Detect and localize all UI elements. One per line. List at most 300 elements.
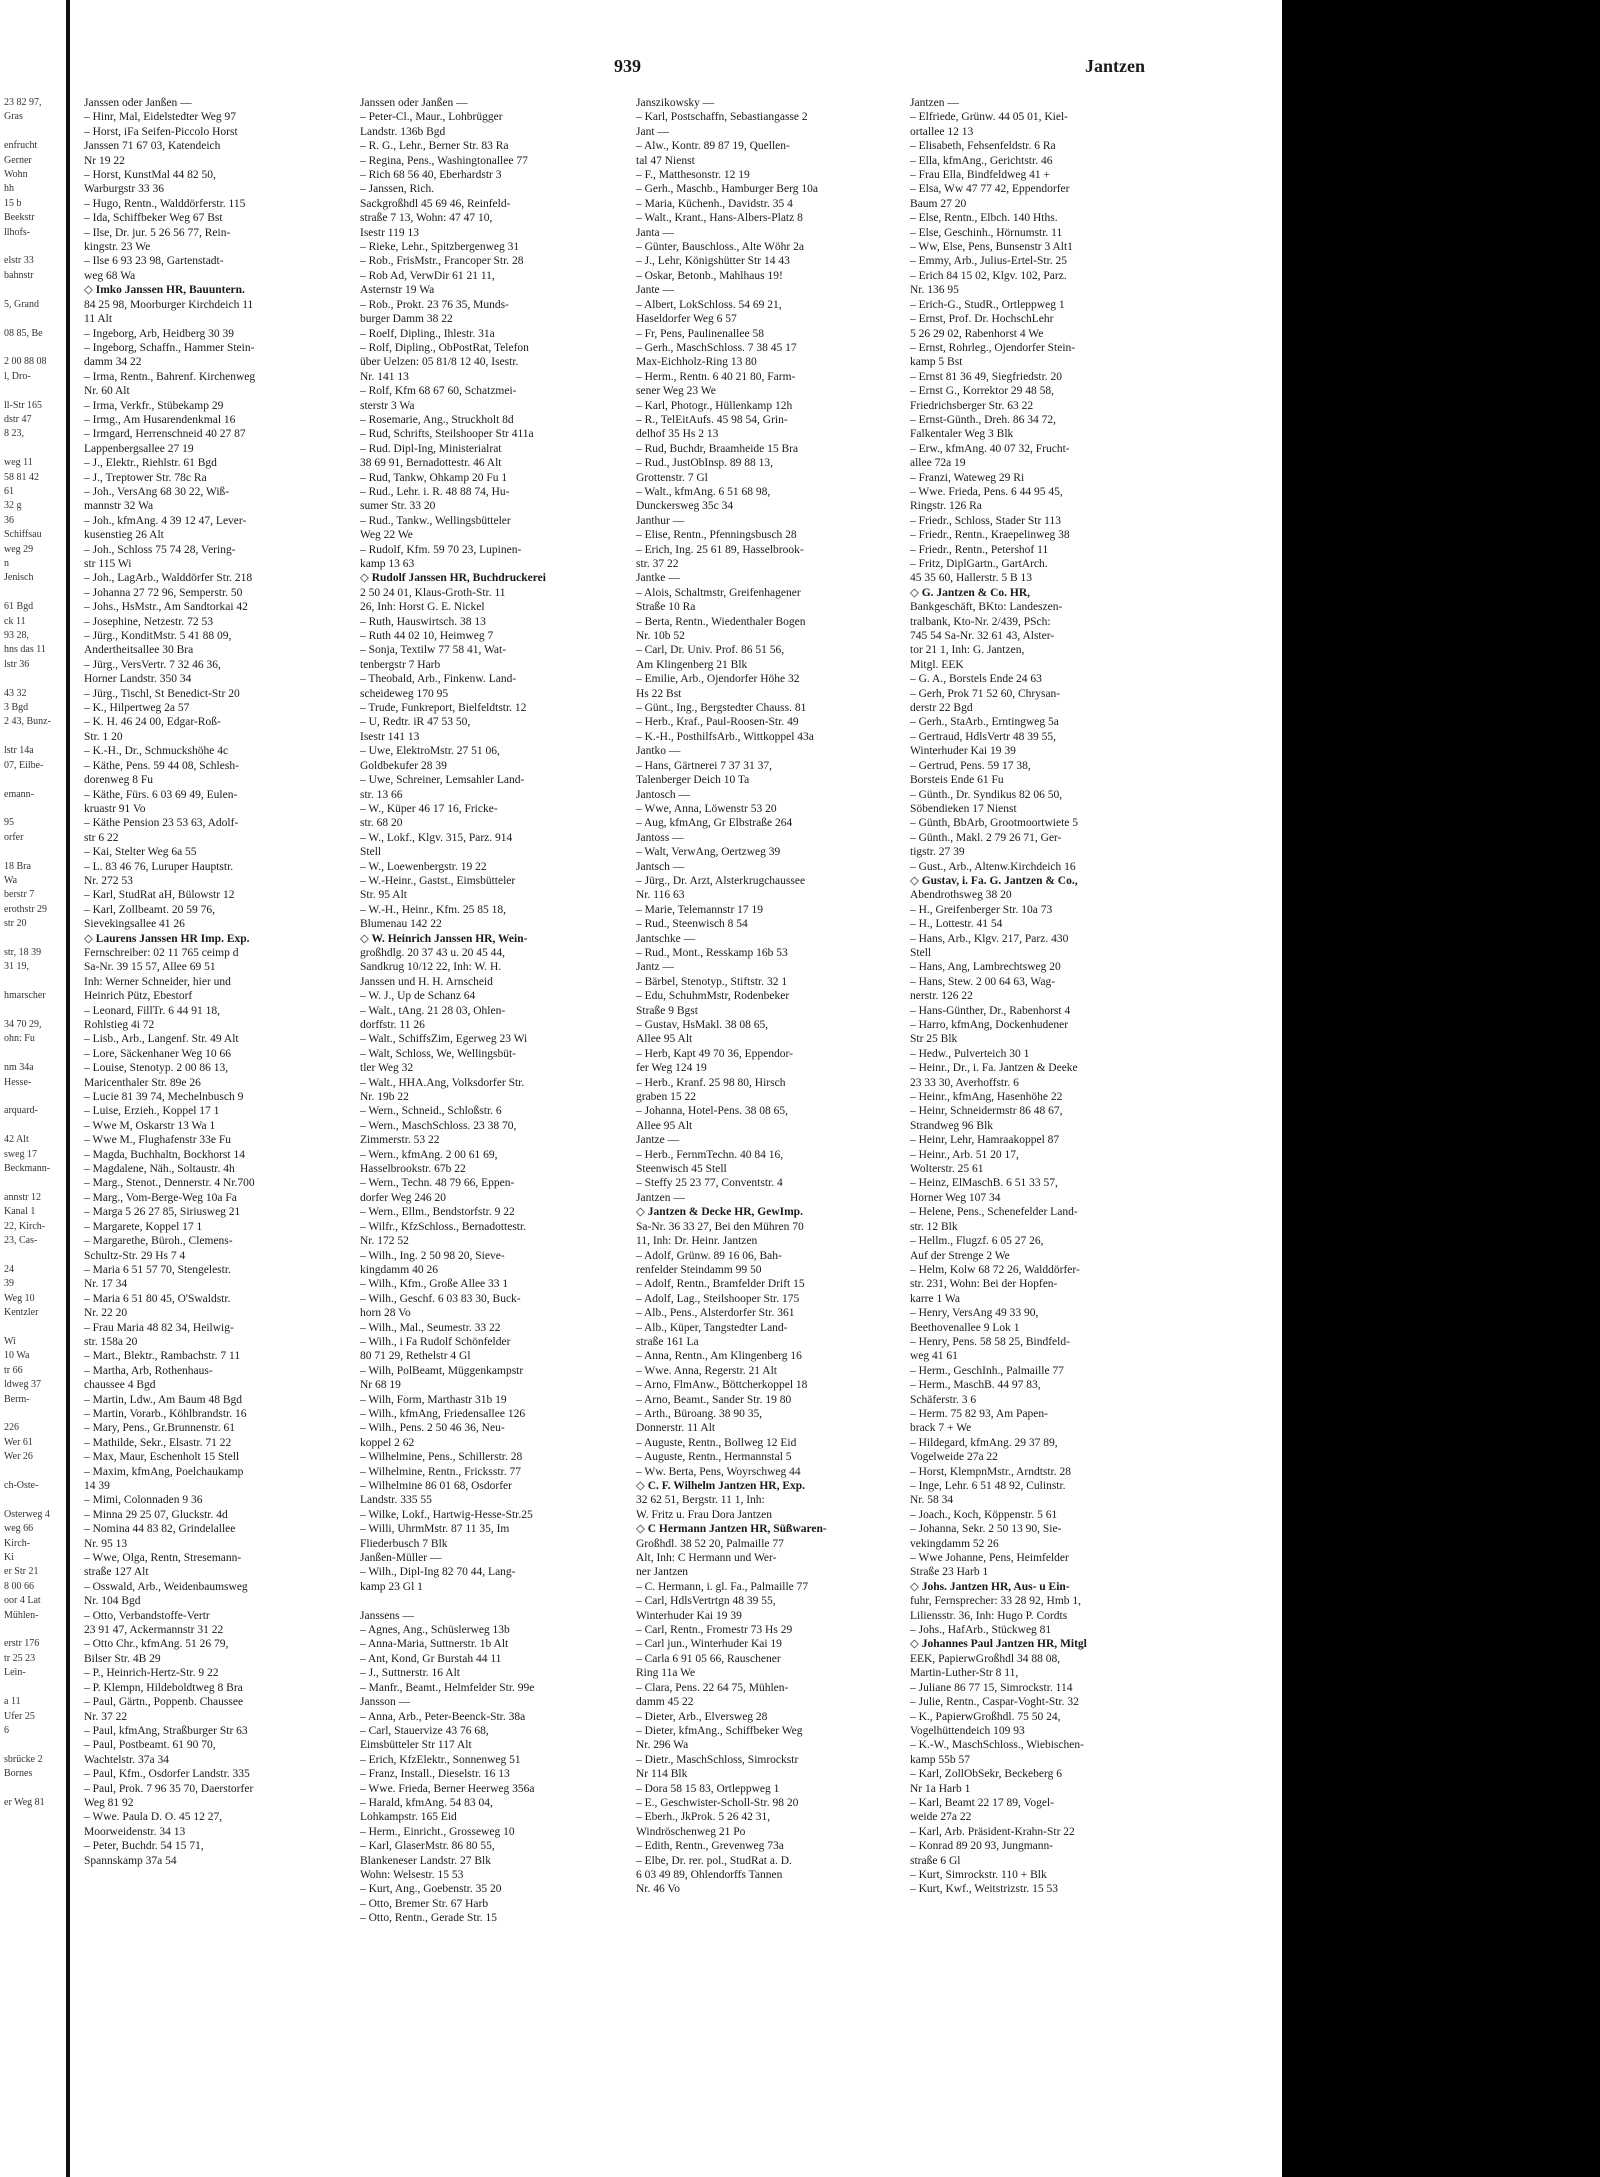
directory-entry: Stell [360, 846, 382, 859]
directory-entry: – Konrad 89 20 93, Jungmann- [910, 1840, 1054, 1853]
directory-entry: – Hans-Günther, Dr., Rabenhorst 4 [910, 1004, 1071, 1017]
directory-entry: – Anna, Arb., Peter-Beenck-Str. 38a [360, 1710, 526, 1723]
stub-line [4, 240, 62, 254]
directory-entry: Nr. 22 20 [84, 1307, 128, 1320]
directory-entry: Eimsbütteler Str 117 Alt [360, 1739, 472, 1752]
stub-line: 2 43, Bunz- [4, 716, 51, 728]
directory-entry: Nr. 296 Wa [636, 1739, 689, 1752]
directory-entry: dorfer Weg 246 20 [360, 1191, 447, 1204]
directory-entry: – Karl, Postschaffn, Sebastiangasse 2 [636, 111, 808, 124]
directory-entry: – Carl, Rentn., Fromestr 73 Hs 29 [636, 1624, 793, 1637]
directory-entry: Rohlstieg 4i 72 [84, 1019, 155, 1031]
directory-entry: 5 26 29 02, Rabenhorst 4 We [910, 327, 1044, 340]
directory-entry: kamp 13 63 [360, 558, 415, 570]
directory-entry: – Joh., kfmAng. 4 39 12 47, Lever- [84, 514, 247, 527]
directory-entry [360, 1594, 628, 1608]
directory-entry: – Rud., JustObInsp. 89 88 13, [636, 457, 774, 470]
directory-entry: – Albert, LokSchloss. 54 69 21, [636, 298, 782, 311]
directory-entry: – Louise, Stenotyp. 2 00 86 13, [84, 1062, 229, 1075]
stub-line [4, 442, 62, 456]
directory-entry: Goldbekufer 28 39 [360, 759, 447, 772]
stub-line [4, 1321, 62, 1335]
directory-entry: – Else, Geschinh., Hörnumstr. 11 [910, 226, 1063, 239]
directory-entry: 11, Inh: Dr. Heinr. Jantzen [636, 1235, 758, 1248]
directory-entry: – Wern., Techn. 48 79 66, Eppen- [360, 1177, 515, 1190]
stub-line: tr 66 [4, 1364, 23, 1376]
directory-entry: Jantsch — [636, 860, 685, 873]
directory-entry: – Herb., FernmTechn. 40 84 16, [636, 1148, 784, 1161]
directory-entry: – Hinr, Mal, Eidelstedter Weg 97 [84, 111, 237, 124]
directory-entry: Nr. 60 Alt [84, 385, 130, 398]
directory-entry: Hasselbrookstr. 67b 22 [360, 1163, 466, 1176]
stub-line: 07, Eilbe- [4, 759, 44, 771]
directory-entry: – Kurt, Ang., Goebenstr. 35 20 [360, 1883, 502, 1896]
directory-entry: – Wilke, Lokf., Hartwig-Hesse-Str.25 [360, 1508, 533, 1521]
directory-entry: – Ernst, Prof. Dr. HochschLehr [910, 313, 1054, 326]
stub-line: ch-Oste- [4, 1480, 39, 1491]
stub-line: Wer 26 [4, 1451, 33, 1463]
directory-entry: damm 45 22 [636, 1696, 694, 1709]
stub-line [4, 341, 62, 355]
directory-entry: horn 28 Vo [360, 1307, 411, 1320]
directory-entry: – Rud, Buchdr, Braamheide 15 Bra [636, 442, 799, 455]
directory-entry: – Friedr., Rentn., Petershof 11 [910, 543, 1049, 556]
directory-entry: Max-Eichholz-Ring 13 80 [636, 356, 757, 369]
directory-entry: – Clara, Pens. 22 64 75, Mühlen- [636, 1681, 789, 1694]
directory-entry: – Osswald, Arb., Weidenbaumsweg [84, 1580, 248, 1593]
stub-line: Lein- [4, 1667, 26, 1679]
directory-entry: – Karl, ZollObSekr, Beckeberg 6 [910, 1768, 1062, 1781]
directory-entry: – Günth., Dr. Syndikus 82 06 50, [910, 788, 1063, 801]
stub-line: hh [4, 183, 14, 195]
directory-entry: – Gertrud, Pens. 59 17 38, [910, 759, 1031, 772]
directory-entry: – Hildegard, kfmAng. 29 37 89, [910, 1436, 1058, 1449]
stub-line: Wohn [4, 169, 28, 181]
directory-entry: – Gerh., Maschb., Hamburger Berg 10a [636, 183, 818, 196]
directory-entry: – Wern., Ellm., Bendstorfstr. 9 22 [360, 1206, 515, 1219]
directory-entry: Andertheitsallee 30 Bra [84, 644, 194, 657]
directory-entry: – U, Redtr. iR 47 53 50, [360, 716, 471, 729]
directory-entry: ◇ Johannes Paul Jantzen HR, Mitgl [910, 1638, 1087, 1651]
directory-entry: – Manfr., Beamt., Helmfelder Str. 99e [360, 1681, 535, 1694]
directory-entry: straße 6 Gl [910, 1854, 961, 1867]
directory-entry: Janssens — [360, 1609, 414, 1622]
directory-entry: Winterhuder Kai 19 39 [636, 1609, 742, 1622]
directory-entry: – Paul, Kfm., Osdorfer Landstr. 335 [84, 1768, 250, 1781]
directory-entry: – Walt., HHA.Ang, Volksdorfer Str. [360, 1076, 525, 1089]
stub-line [4, 1004, 62, 1018]
directory-entry: Liliensstr. 36, Inh: Hugo P. Cordts [910, 1609, 1068, 1622]
stub-line [4, 1176, 62, 1190]
directory-entry: – Dieter, kfmAng., Schiffbeker Weg [636, 1724, 803, 1737]
directory-entry: – Roelf, Dipling., Ihlestr. 31a [360, 327, 495, 340]
directory-entry: – Rich 68 56 40, Eberhardstr 3 [360, 169, 502, 182]
stub-line: 61 [4, 485, 14, 497]
directory-entry: – Rud., Steenwisch 8 54 [636, 918, 748, 931]
stub-line [4, 312, 62, 326]
directory-entry: – Walt, Schloss, We, Wellingsbüt- [360, 1047, 516, 1060]
directory-entry: – Trude, Funkreport, Bielfeldtstr. 12 [360, 702, 527, 715]
directory-entry: Jantz — [636, 961, 675, 974]
directory-entry: – Wilh., Mal., Seumestr. 33 22 [360, 1321, 501, 1334]
directory-entry: Horner Weg 107 34 [910, 1191, 1001, 1204]
directory-entry: Janssen oder Janßen — [84, 97, 192, 109]
directory-entry: – Hellm., Flugzf. 6 05 27 26, [910, 1235, 1044, 1248]
directory-entry: Borsteis Ende 61 Fu [910, 774, 1004, 787]
directory-entry: Beethovenallee 9 Lok 1 [910, 1321, 1020, 1334]
directory-entry: Janthur — [636, 514, 685, 527]
directory-entry: 45 35 60, Hallerstr. 5 B 13 [910, 572, 1033, 585]
previous-page-fragment [4, 96, 62, 1810]
directory-entry: – Lisb., Arb., Langenf. Str. 49 Alt [84, 1033, 239, 1046]
stub-line: Gerner [4, 154, 32, 166]
stub-line: nm 34a [4, 1062, 34, 1074]
directory-entry: – Günth, BbArb, Grootmoortwiete 5 [910, 817, 1079, 830]
directory-entry: – Leonard, FillTr. 6 44 91 18, [84, 1004, 220, 1017]
directory-entry: – Herm., Einricht., Grosseweg 10 [360, 1825, 515, 1838]
directory-entry: – Walt, VerwAng, Oertzweg 39 [636, 846, 781, 859]
directory-entry: Jantoss — [636, 831, 684, 844]
stub-line: a 11 [4, 1696, 21, 1708]
directory-entry: – Wern., kfmAng. 2 00 61 69, [360, 1148, 498, 1161]
directory-entry: ◇ Johs. Jantzen HR, Aus- u Ein- [910, 1580, 1070, 1593]
directory-entry: – Elise, Rentn., Pfenningsbusch 28 [636, 529, 797, 542]
stub-line: lstr 14a [4, 745, 34, 757]
directory-entry: – Gertraud, HdlsVertr 48 39 55, [910, 730, 1056, 743]
directory-entry: – Erich-G., StudR., Ortleppweg 1 [910, 298, 1065, 311]
directory-entry: – Wilhelmine, Pens., Schillerstr. 28 [360, 1451, 523, 1464]
stub-line: weg 11 [4, 457, 33, 469]
directory-entry: – Franzi, Wateweg 29 Ri [910, 471, 1025, 484]
directory-entry: Fliederbusch 7 Blk [360, 1537, 448, 1550]
directory-entry: – Johanna 27 72 96, Semperstr. 50 [84, 586, 243, 599]
directory-entry: – Alw., Kontr. 89 87 19, Quellen- [636, 140, 790, 153]
stub-line: erothstr 29 [4, 903, 48, 915]
stub-line [4, 1119, 62, 1133]
directory-entry: – Uwe, ElektroMstr. 27 51 06, [360, 745, 500, 758]
directory-entry: – C. Hermann, i. gl. Fa., Palmaille 77 [636, 1580, 809, 1593]
directory-entry: tralbank, Kto-Nr. 2/439, PSch: [910, 615, 1051, 628]
directory-entry: 84 25 98, Moorburger Kirchdeich 11 [84, 298, 254, 311]
directory-entry: Heinrich Pütz, Ebestorf [84, 990, 193, 1003]
directory-entry: – Walt., Krant., Hans-Albers-Platz 8 [636, 212, 803, 225]
directory-entry: – Friedr., Rentn., Kraepelinweg 38 [910, 529, 1070, 542]
directory-entry: – Paul, Prok. 7 96 35 70, Daerstorfer [84, 1782, 254, 1795]
directory-entry: 6 03 49 89, Ohlendorffs Tannen [636, 1868, 783, 1881]
directory-entry: – Erich 84 15 02, Klgv. 102, Parz. [910, 269, 1067, 282]
directory-entry: – Herb, Kapt 49 70 36, Eppendor- [636, 1047, 793, 1060]
stub-line: 2 00 88 08 [4, 356, 47, 368]
directory-entry: str. 37 22 [636, 558, 679, 570]
directory-entry: – Otto, Verbandstoffe-Vertr [84, 1609, 210, 1622]
directory-entry: – Johs., HafArb., Stückweg 81 [910, 1624, 1052, 1637]
directory-entry: – Arno, Beamt., Sander Str. 19 80 [636, 1393, 792, 1406]
stub-line: weg 29 [4, 543, 34, 555]
directory-entry: – Sonja, Textilw 77 58 41, Wat- [360, 644, 507, 657]
directory-entry: kamp 23 Gl 1 [360, 1580, 423, 1593]
directory-entry: – Uwe, Schreiner, Lemsahler Land- [360, 774, 525, 787]
stub-line: Schiffsau [4, 529, 42, 541]
directory-entry: Isestr 119 13 [360, 226, 419, 239]
directory-entry: koppel 2 62 [360, 1436, 415, 1449]
directory-entry: ◇ C. F. Wilhelm Jantzen HR, Exp. [636, 1480, 806, 1492]
directory-entry: – Ida, Schiffbeker Weg 67 Bst [84, 212, 223, 225]
directory-entry: allee 72a 19 [910, 457, 966, 470]
directory-entry: – Kai, Stelter Weg 6a 55 [84, 846, 197, 859]
directory-entry: – Gerh., StaArb., Erntingweg 5a [910, 716, 1059, 729]
directory-entry: Steenwisch 45 Stell [636, 1163, 727, 1176]
directory-entry: – Jürg., Tischl, St Benedict-Str 20 [84, 687, 240, 700]
directory-entry: Nr. 141 13 [360, 370, 409, 383]
directory-entry: – Walt., SchiffsZim, Egerweg 23 Wi [360, 1033, 528, 1046]
directory-entry: derstr 22 Bgd [910, 702, 973, 715]
directory-entry: 14 39 [84, 1480, 110, 1492]
stub-line: 6 [4, 1724, 9, 1736]
directory-entry: Alt, Inh: C Hermann und Wer- [636, 1552, 777, 1565]
stub-line [4, 1465, 62, 1479]
directory-entry: Nr 19 22 [84, 154, 125, 167]
stub-line [4, 1681, 62, 1695]
directory-entry: – Friedr., Schloss, Stader Str 113 [910, 514, 1061, 527]
directory-entry: – K. H. 46 24 00, Edgar-Roß- [84, 716, 221, 729]
stub-line: 15 b [4, 197, 22, 209]
directory-entry: kingdamm 40 26 [360, 1263, 438, 1276]
directory-entry: – Erich, Ing. 25 61 89, Hasselbrook- [636, 543, 804, 556]
stub-line [4, 1493, 62, 1507]
stub-line: 08 85, Be [4, 327, 43, 339]
directory-entry: – Wilh., Pens. 2 50 46 36, Neu- [360, 1422, 505, 1435]
directory-entry: Allee 95 Alt [636, 1119, 693, 1132]
directory-entry: Nr. 95 13 [84, 1537, 128, 1550]
directory-entry: Fernschreiber: 02 11 765 ceimp d [84, 946, 239, 959]
directory-entry: – Gust., Arb., Altenw.Kirchdeich 16 [910, 860, 1076, 873]
directory-entry: – J., Treptower Str. 78c Ra [84, 471, 207, 484]
directory-entry: – Magdalene, Näh., Soltaustr. 4h [84, 1163, 235, 1176]
directory-entry: – Erw., kfmAng. 40 07 32, Frucht- [910, 442, 1070, 455]
directory-entry: – Rud. Dipl-Ing, Ministerialrat [360, 442, 502, 455]
stub-line: l, Dro- [4, 370, 31, 382]
directory-entry: mannstr 32 Wa [84, 500, 154, 513]
directory-entry: – Elisabeth, Fehsenfeldstr. 6 Ra [910, 140, 1056, 153]
stub-line: elstr 33 [4, 255, 34, 267]
directory-entry: – Hedw., Pulverteich 30 1 [910, 1047, 1030, 1060]
directory-entry: Blankeneser Landstr. 27 Blk [360, 1854, 491, 1867]
directory-entry: Sackgroßhdl 45 69 46, Reinfeld- [360, 197, 511, 210]
directory-entry: – Ilse 6 93 23 98, Gartenstadt- [84, 255, 224, 268]
stub-line: Gras [4, 111, 23, 123]
directory-entry: – Wwe, Anna, Löwenstr 53 20 [636, 802, 777, 815]
stub-line: 8 23, [4, 428, 24, 440]
directory-entry: Janta — [636, 226, 675, 239]
directory-entry: Nr. 46 Vo [636, 1883, 680, 1896]
directory-entry: Nr. 19b 22 [360, 1091, 409, 1104]
directory-entry: 2 50 24 01, Klaus-Groth-Str. 11 [360, 586, 506, 599]
directory-entry: – Karl, GlaserMstr. 86 80 55, [360, 1840, 495, 1853]
directory-entry: – Josephine, Netzestr. 72 53 [84, 615, 214, 628]
directory-entry: – Carl, Dr. Univ. Prof. 86 51 56, [636, 644, 785, 657]
directory-entry: – Auguste, Rentn., Hermannstal 5 [636, 1451, 792, 1464]
stub-line: Kirch- [4, 1537, 31, 1549]
directory-entry: Mitgl. EEK [910, 658, 964, 671]
directory-entry: – Joh., LagArb., Walddörfer Str. 218 [84, 572, 253, 585]
directory-entry: – Henry, Pens. 58 58 25, Bindfeld- [910, 1335, 1070, 1348]
directory-entry: – Mimi, Colonnaden 9 36 [84, 1494, 203, 1507]
directory-entry: Jantke — [636, 572, 680, 585]
directory-entry: – Wilh, PolBeamt, Müggenkampstr [360, 1364, 524, 1377]
running-head: Jantzen [1085, 56, 1145, 76]
directory-entry: Grottenstr. 7 Gl [636, 471, 708, 484]
directory-entry: weg 68 Wa [84, 269, 136, 282]
directory-entry: – Heinr, Lehr, Hamraakoppel 87 [910, 1134, 1060, 1147]
directory-entry: – Adolf, Lag., Steilshooper Str. 175 [636, 1292, 800, 1305]
directory-entry: – Karl, Beamt 22 17 89, Vogel- [910, 1796, 1054, 1809]
directory-entry: str. 12 Blk [910, 1220, 958, 1233]
directory-entry: – Käthe Pension 23 53 63, Adolf- [84, 817, 239, 830]
directory-entry: – Peter, Buchdr. 54 15 71, [84, 1840, 204, 1853]
directory-entry: Nr. 17 34 [84, 1278, 128, 1291]
stub-line: hns das 11 [4, 644, 46, 656]
directory-entry: Janßen-Müller — [360, 1552, 442, 1565]
directory-entry: Am Klingenberg 21 Blk [636, 658, 748, 671]
stub-line: 5, Grand [4, 298, 39, 310]
directory-entry: 26, Inh: Horst G. E. Nickel [360, 601, 485, 614]
directory-entry: Nr. 104 Bgd [84, 1595, 141, 1608]
directory-entry: – K., PapierwGroßhdl. 75 50 24, [910, 1710, 1061, 1723]
stub-line: 43 32 [4, 687, 27, 699]
directory-entry: – Wwe. Frieda, Berner Heerweg 356a [360, 1782, 535, 1795]
directory-entry: Haseldorfer Weg 6 57 [636, 313, 737, 326]
directory-entry: Warburgstr 33 36 [84, 183, 164, 196]
directory-entry: – K.-W., MaschSchloss., Wiebischen- [910, 1739, 1084, 1752]
directory-entry: – Adolf, Rentn., Bramfelder Drift 15 [636, 1278, 805, 1291]
stub-line: 61 Bgd [4, 601, 34, 613]
directory-entry: – Johanna, Sekr. 2 50 13 90, Sie- [910, 1523, 1062, 1536]
directory-entry: – Carl, HdlsVertrtgn 48 39 55, [636, 1595, 776, 1608]
directory-entry: – Heinr., Dr., i. Fa. Jantzen & Deeke [910, 1062, 1078, 1075]
directory-entry: – Wwe M, Oskarstr 13 Wa 1 [84, 1119, 216, 1132]
directory-entry: – Rolf, Dipling., ObPostRat, Telefon [360, 341, 529, 354]
directory-entry: Vogelhüttendeich 109 93 [910, 1724, 1025, 1737]
directory-entry: fer Weg 124 19 [636, 1062, 707, 1075]
directory-entry: kusenstieg 26 Alt [84, 529, 164, 542]
directory-entry: – Martin, Ldw., Am Baum 48 Bgd [84, 1393, 243, 1406]
directory-entry: weg 41 61 [910, 1350, 958, 1363]
directory-entry: Nr. 272 53 [84, 874, 133, 887]
directory-entry: – W.-H., Heinr., Kfm. 25 85 18, [360, 903, 506, 916]
directory-entry: – Käthe, Fürs. 6 03 69 49, Eulen- [84, 788, 238, 801]
directory-entry: Jantzen — [910, 97, 959, 109]
stub-line: Mühlen- [4, 1609, 39, 1621]
directory-entry: Straße 10 Ra [636, 601, 696, 614]
directory-entry: – Horst, KunstMal 44 82 50, [84, 169, 216, 182]
directory-entry: – Joh., VersAng 68 30 22, Wiß- [84, 485, 230, 498]
directory-entry: Hs 22 Bst [636, 687, 682, 700]
stub-line [4, 1090, 62, 1104]
directory-entry: – P., Heinrich-Hertz-Str. 9 22 [84, 1667, 219, 1680]
directory-entry: vekingdamm 52 26 [910, 1537, 999, 1550]
directory-entry: Str 25 Blk [910, 1033, 958, 1046]
stub-line [4, 1047, 62, 1061]
directory-entry: – Mart., Blektr., Rambachstr. 7 11 [84, 1350, 241, 1363]
directory-entry: Janszikowsky — [636, 97, 715, 109]
stub-line: 8 00 66 [4, 1580, 34, 1592]
directory-entry: Moorweidenstr. 34 13 [84, 1825, 186, 1838]
directory-entry: – Maria 6 51 80 45, O'Swaldstr. [84, 1292, 231, 1305]
directory-entry: – Anna, Rentn., Am Klingenberg 16 [636, 1350, 802, 1363]
directory-entry: – Regina, Pens., Washingtonallee 77 [360, 154, 528, 167]
directory-entry: – Irma, Verkfr., Stübekamp 29 [84, 399, 224, 412]
directory-entry: – Mathilde, Sekr., Elsastr. 71 22 [84, 1436, 232, 1449]
directory-entry: – Paul, Postbeamt. 61 90 70, [84, 1739, 216, 1752]
directory-entry: – Rolf, Kfm 68 67 60, Schatzmei- [360, 385, 517, 398]
directory-entry: – Arno, FlmAnw., Böttcherkoppel 18 [636, 1379, 808, 1392]
directory-entry: Stell [910, 946, 932, 959]
stub-line [4, 384, 62, 398]
stub-line: 226 [4, 1422, 19, 1434]
directory-entry: 745 54 Sa-Nr. 32 61 43, Alster- [910, 630, 1055, 643]
directory-entry: Wolterstr. 25 61 [910, 1163, 984, 1176]
stub-line: annstr 12 [4, 1191, 41, 1203]
directory-entry: Jansson — [360, 1696, 411, 1709]
directory-entry: Blumenau 142 22 [360, 918, 442, 931]
stub-line: orfer [4, 831, 24, 843]
directory-entry: Sa-Nr. 39 15 57, Allee 69 51 [84, 961, 216, 974]
directory-entry: str. 231, Wohn: Bei der Hopfen- [910, 1278, 1058, 1291]
stub-line: 34 70 29, [4, 1019, 42, 1030]
stub-line: str 20 [4, 918, 27, 930]
directory-entry: Sa-Nr. 36 33 27, Bei den Mühren 70 [636, 1220, 804, 1233]
stub-line [4, 845, 62, 859]
directory-entry: – Ww, Else, Pens, Bunsenstr 3 Alt1 [910, 241, 1073, 254]
directory-entry: Nr 1a Harb 1 [910, 1782, 971, 1795]
column-4 [910, 96, 1178, 2136]
directory-entry: – W., Küper 46 17 16, Fricke- [360, 802, 498, 815]
directory-entry: EEK, PapierwGroßhdl 34 88 08, [910, 1652, 1061, 1665]
directory-entry: – Hans, Stew. 2 00 64 63, Wag- [910, 975, 1056, 988]
directory-entry: – J., Elektr., Riehlstr. 61 Bgd [84, 457, 217, 470]
directory-entry: – Heinr, Schneidermstr 86 48 67, [910, 1105, 1063, 1118]
directory-entry: Wachtelstr. 37a 34 [84, 1753, 169, 1766]
directory-entry: Isestr 141 13 [360, 730, 420, 743]
directory-entry: – F., Matthesonstr. 12 19 [636, 169, 750, 182]
stub-line: 10 Wa [4, 1350, 30, 1362]
directory-entry: dorffstr. 11 26 [360, 1019, 425, 1031]
directory-entry: – Aug, kfmAng, Gr Elbstraße 264 [636, 817, 793, 830]
directory-entry: – Lucie 81 39 74, Mechelnbusch 9 [84, 1091, 244, 1104]
directory-entry: – Irmgard, Herrenschneid 40 27 87 [84, 428, 246, 441]
directory-entry: – Günter, Bauschloss., Alte Wöhr 2a [636, 241, 804, 254]
directory-entry: über Uelzen: 05 81/8 12 40, Isestr. [360, 356, 519, 369]
directory-entry: – Günth., Makl. 2 79 26 71, Ger- [910, 831, 1062, 844]
directory-entry: ◇ Laurens Janssen HR Imp. Exp. [84, 932, 250, 945]
directory-entry: – W., Loewenbergstr. 19 22 [360, 860, 487, 873]
stub-line [4, 975, 62, 989]
directory-entry: Maricenthaler Str. 89e 26 [84, 1076, 201, 1089]
directory-entry: – Martha, Arb, Rothenhaus- [84, 1364, 213, 1377]
directory-entry: – Arth., Büroang. 38 90 35, [636, 1407, 763, 1420]
directory-entry: str. 68 20 [360, 817, 403, 830]
stub-line [4, 932, 62, 946]
directory-entry: – Edu, SchuhmMstr, Rodenbeker [636, 990, 790, 1003]
directory-entry: – L. 83 46 76, Luruper Hauptstr. [84, 860, 234, 873]
stub-line [4, 773, 62, 787]
directory-entry: ◇ Gustav, i. Fa. G. Jantzen & Co., [910, 874, 1078, 887]
directory-entry: – W.-Heinr., Gastst., Eimsbütteler [360, 874, 516, 887]
directory-entry: – Carla 6 91 05 66, Rauschener [636, 1652, 781, 1665]
directory-entry: – Gustav, HsMakl. 38 08 65, [636, 1019, 769, 1031]
directory-entry: tal 47 Nienst [636, 154, 695, 167]
directory-entry: nerstr. 126 22 [910, 990, 973, 1003]
